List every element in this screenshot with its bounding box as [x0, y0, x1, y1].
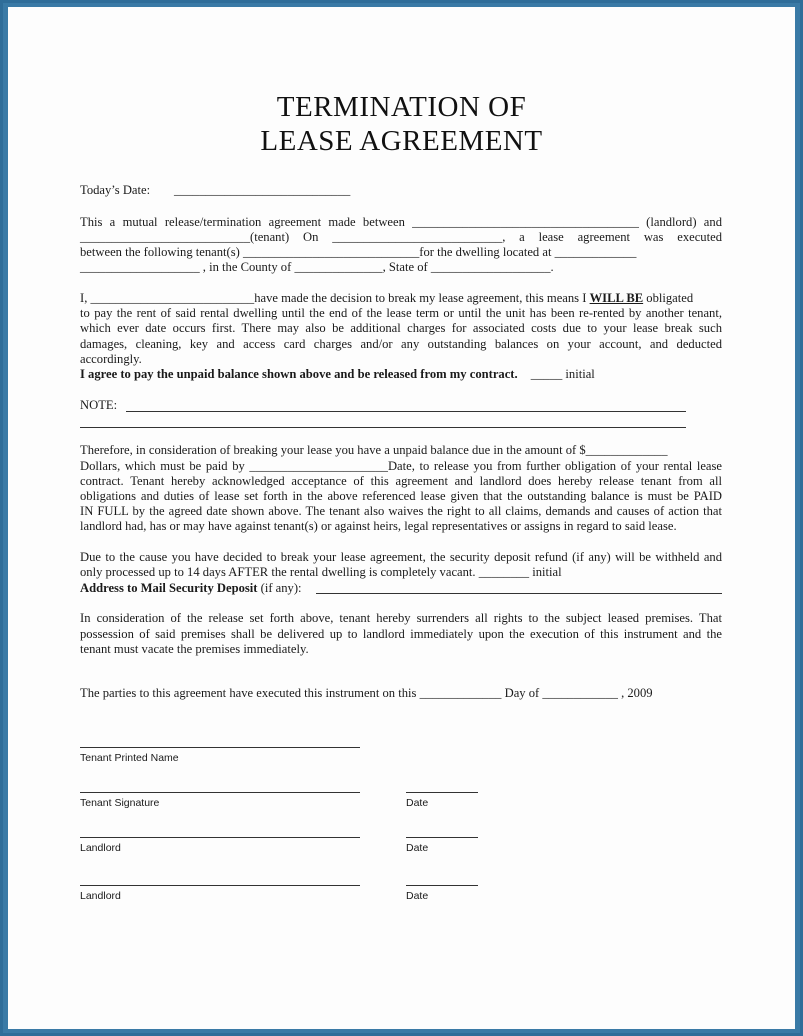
para1-line-1: This a mutual release/termination agreement made between ____________________________________ (landlord) and	[80, 215, 722, 229]
agree-initial: _____ initial	[530, 367, 595, 381]
todays-date-label: Today’s Date:	[80, 183, 151, 197]
landlord-label-1: Landlord	[80, 842, 121, 854]
date-label-1: Date	[406, 797, 429, 809]
para1-line-3: between the following tenant(s) ____________________________for the dwelling located at _____________	[80, 245, 637, 259]
note-label: NOTE:	[80, 398, 118, 412]
para2-line-4: damages, cleaning, key and access card charges and/or any outstanding balances on your account, and deducted	[80, 337, 722, 351]
para5-line-3: tenant must vacate the premises immediately.	[80, 642, 309, 656]
tenant-printed-name-line[interactable]	[80, 747, 360, 748]
mail-address-line[interactable]	[316, 593, 722, 594]
agree-statement	[80, 367, 595, 383]
landlord-signature-line-2[interactable]	[80, 885, 360, 886]
para5-line-2: possession of said premises shall be delivered up to landlord immediately upon the execution of this instrument and the	[80, 627, 722, 641]
para2-line-1	[80, 291, 722, 307]
tenant-signature-line[interactable]	[80, 792, 360, 793]
date-label-2: Date	[406, 842, 429, 854]
agree-bold-text: I agree to pay the unpaid balance shown above and be released from my contract.	[80, 367, 518, 381]
mail-deposit-bold: Address to Mail Security Deposit	[80, 581, 258, 595]
note-line-2[interactable]	[80, 427, 686, 428]
para3-line-5: IN FULL by the agreed date shown above. The tenant also waives the right to all claims, demands and causes of action that	[80, 504, 722, 518]
para3-line-4: obligations and duties of lease set forth in the above referenced lease given that the outstanding balance is must be PAID	[80, 489, 722, 503]
para2-line-1-end: obligated	[646, 291, 694, 305]
para1-line-4: ___________________ , in the County of ______________, State of ___________________.	[80, 260, 554, 274]
note-line-1[interactable]	[126, 411, 686, 412]
date-line-2[interactable]	[406, 837, 478, 838]
mail-deposit-rest: (if any):	[260, 581, 302, 595]
date-line-3[interactable]	[406, 885, 478, 886]
date-label-3: Date	[406, 890, 429, 902]
todays-date-blank: ____________________________	[174, 183, 351, 197]
landlord-signature-line-1[interactable]	[80, 837, 360, 838]
para4-line-1: Due to the cause you have decided to break your lease agreement, the security deposit refund (if any) will be withheld and	[80, 550, 722, 564]
para3-line-3: contract. Tenant hereby acknowledged acceptance of this agreement and landlord does hereby release tenant from all	[80, 474, 722, 488]
document-page	[8, 7, 795, 1029]
para4-line-2: only processed up to 14 days AFTER the rental dwelling is completely vacant. ________ initial	[80, 565, 562, 579]
tenant-printed-name-label: Tenant Printed Name	[80, 752, 179, 764]
para3-line-6: landlord had, has or may have against tenant(s) or against heirs, legal representatives or assigns in regard to said lease.	[80, 519, 677, 533]
date-line-1[interactable]	[406, 792, 478, 793]
document-title-line-2: LEASE AGREEMENT	[260, 125, 543, 157]
para5-line-1: In consideration of the release set forth above, tenant hereby surrenders all rights to the subject leased premises. That	[80, 611, 722, 625]
para2-line-1-start: I, __________________________have made the decision to break my lease agreement, this means I	[80, 291, 587, 305]
para2-line-5: accordingly.	[80, 352, 142, 366]
document-title-line-1: TERMINATION OF	[276, 91, 527, 123]
para1-line-2: ___________________________(tenant) On ___________________________, a lease agreement was executed	[80, 230, 722, 244]
mail-deposit-label	[80, 581, 302, 597]
para2-line-2: to pay the rent of said rental dwelling until the end of the lease term or until the unit has been re-rented by another tenant,	[80, 306, 722, 320]
executed-statement: The parties to this agreement have executed this instrument on this _____________ Day of ____________ , 2009	[80, 686, 653, 700]
will-be-emphasis: WILL BE	[589, 291, 644, 305]
landlord-label-2: Landlord	[80, 890, 121, 902]
tenant-signature-label: Tenant Signature	[80, 797, 160, 809]
para3-line-1: Therefore, in consideration of breaking your lease you have a unpaid balance due in the amount of $_____________	[80, 443, 668, 457]
para3-line-2: Dollars, which must be paid by ______________________Date, to release you from further obligation of your rental lease	[80, 459, 722, 473]
para2-line-3: which ever date occurs first. There may also be additional charges for associated costs due to your lease break such	[80, 321, 722, 335]
